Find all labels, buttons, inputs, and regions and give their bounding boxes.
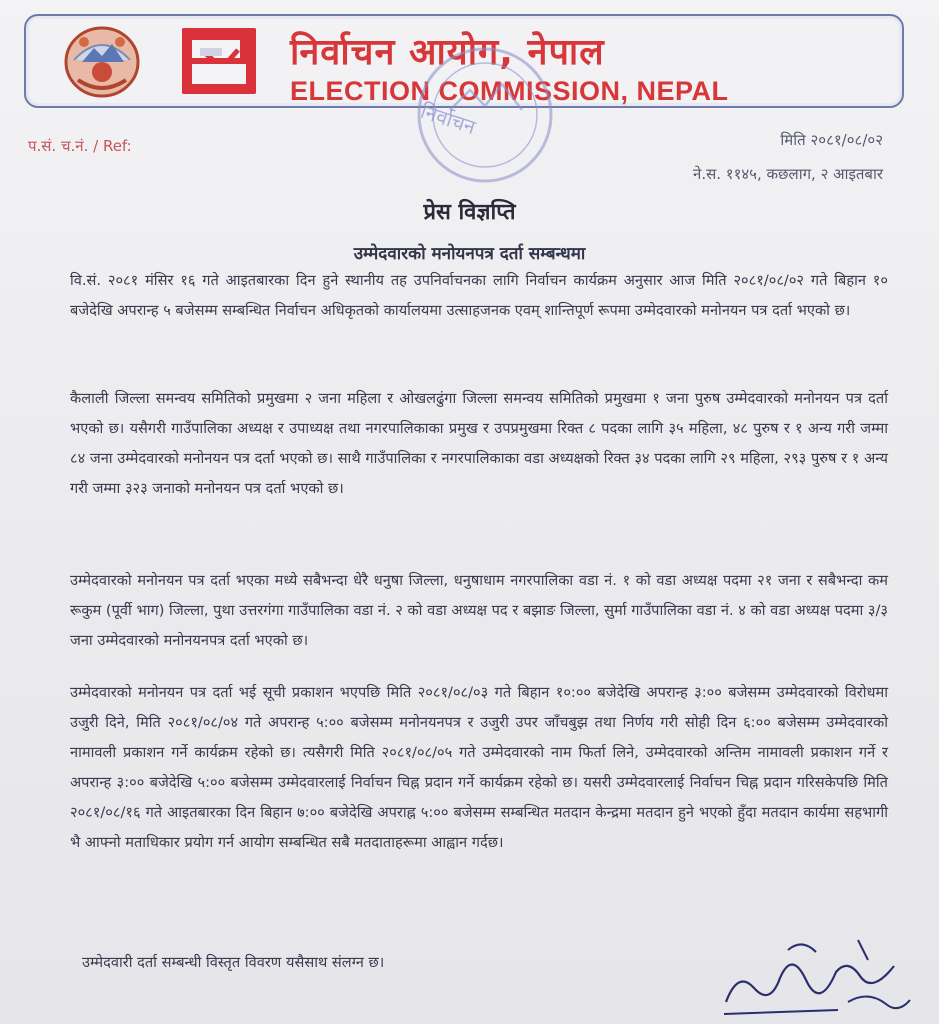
nepal-sambat-date: ने.स. ११४५, कछलाग, २ आइतबार [693, 165, 883, 183]
national-emblem-icon [60, 22, 144, 100]
document-heading: प्रेस विज्ञप्ति [423, 200, 516, 225]
handwritten-signature [718, 930, 918, 1024]
election-commission-logo-icon [182, 28, 256, 94]
commission-title-nepali: निर्वाचन आयोग, नेपाल [290, 32, 605, 73]
body-paragraph-3: उम्मेदवारको मनोनयन पत्र दर्ता भएका मध्ये सबैभन्दा धेरै धनुषा जिल्ला, धनुषाधाम नगरपालिका वडा नं. १ को वडा अध्यक्ष पदमा २१ जना र सबैभन्दा कम रूकुम (पूर्वी भाग) जिल्ला, पुथा उत्तरगंगा गाउँपालिका वडा नं. २ को वडा अध्यक्ष पद र बझाङ जिल्ला, सुर्मा गाउँपालिका वडा नं. ४ को वडा अध्यक्ष पदमा ३/३ जना उम्मेदवारको मनोनयनपत्र दर्ता भएको छ। [70, 572, 888, 649]
reference-label: प.सं. च.नं. / Ref: [28, 137, 132, 155]
commission-title-english: ELECTION COMMISSION, NEPAL [290, 76, 729, 106]
seal-lettering: निर्वाचन [417, 98, 479, 140]
document-subheading: उम्मेदवारको मनोयनपत्र दर्ता सम्बन्धमा [353, 244, 586, 264]
body-paragraph-4: उम्मेदवारको मनोनयन पत्र दर्ता भई सूची प्रकाशन भएपछि मिति २०८१/०८/०३ गते बिहान १०:०० बजेदेखि अपरान्ह ३:०० बजेसम्म उम्मेदवारको विरोधमा उजुरी दिने, मिति २०८१/०८/०४ गते अपरान्ह ५:०० बजेसम्म मनोनयनपत्र र उजुरी उपर जाँचबुझ तथा निर्णय गरी सोही दिन ६:०० बजेसम्म उम्मेदवारको नामावली प्रकाशन गर्ने कार्यक्रम रहेको छ। त्यसैगरी मिति २०८१/०८/०५ गते उम्मेदवारको नाम फिर्ता लिने, उम्मेदवारको अन्तिम नामावली प्रकाशन गर्ने र अपरान्ह ३:०० बजेदेखि ५:०० बजेसम्म उम्मेदवारलाई निर्वाचन चिह्न प्रदान गर्ने कार्यक्रम रहेको छ। यसरी उम्मेदवारलाई निर्वाचन चिह्न प्रदान गरिसकेपछि मिति २०८१/०८/१६ गते आइतबारका दिन बिहान ७:०० बजेदेखि अपराह्न ५:०० बजेसम्म सम्बन्धित मतदान केन्द्रमा मतदान हुने भएको हुँदा मतदान कार्यमा सहभागी भै आफ्नो मताधिकार प्रयोग गर्न आयोग सम्बन्धित सबै मतदाताहरूमा आह्वान गर्दछ। [70, 684, 888, 851]
closing-line: उम्मेदवारी दर्ता सम्बन्धी विस्तृत विवरण यसैसाथ संलग्न छ। [82, 954, 385, 971]
document-date: मिति २०८१/०८/०२ [780, 131, 883, 149]
body-paragraph-2: कैलाली जिल्ला समन्वय समितिको प्रमुखमा २ जना महिला र ओखलढुंगा जिल्ला समन्वय समितिको प्रमुखमा १ जना पुरुष उम्मेदवारको मनोनयन पत्र दर्ता भएको छ। यसैगरी गाउँपालिका अध्यक्ष र उपाध्यक्ष तथा नगरपालिकाका प्रमुख र उपप्रमुखमा रिक्त ८ पदका लागि ३५ महिला, ४८ पुरुष र १ अन्य गरी जम्मा ८४ जना उम्मेदवारको मनोनयन पत्र दर्ता भएको छ। साथै गाउँपालिका र नगरपालिकाका वडा अध्यक्षको रिक्त ३४ पदका लागि २९ महिला, २९३ पुरुष र १ अन्य गरी जम्मा ३२३ जनाको मनोनयन पत्र दर्ता भएको छ। [70, 390, 888, 497]
body-paragraph-1: वि.सं. २०८१ मंसिर १६ गते आइतबारका दिन हुने स्थानीय तह उपनिर्वाचनका लागि निर्वाचन कार्यक्रम अनुसार आज मिति २०८१/०८/०२ गते बिहान १० बजेदेखि अपरान्ह ५ बजेसम्म सम्बन्धित निर्वाचन अधिकृतको कार्यालयमा उत्साहजनक एवम् शान्तिपूर्ण रूपमा उम्मेदवारको मनोनयन पत्र दर्ता भएको छ। [70, 272, 888, 319]
